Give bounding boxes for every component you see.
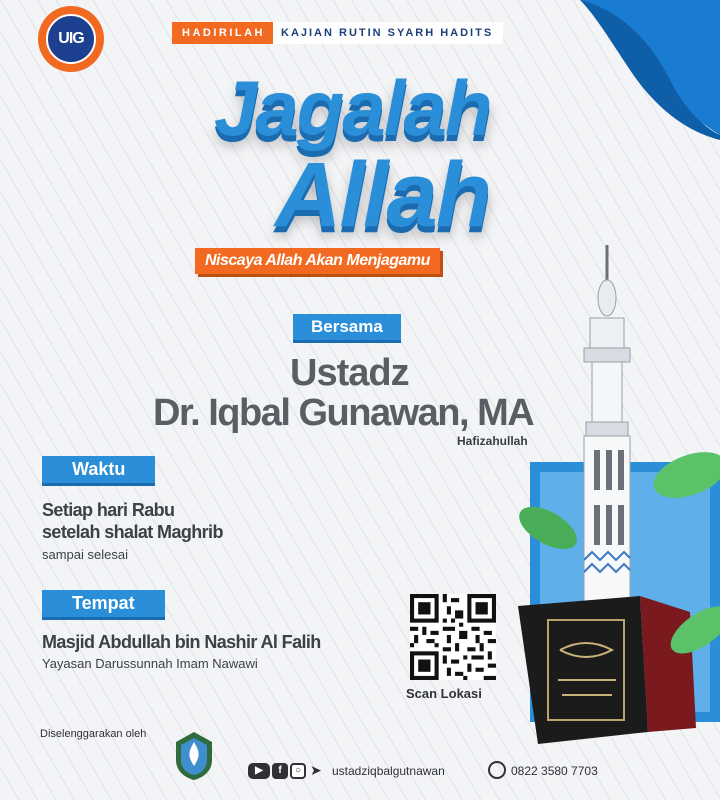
time-line-2: setelah shalat Maghrib xyxy=(42,522,223,542)
title-line-1: Jagalah xyxy=(214,64,491,152)
venue-name: Masjid Abdullah bin Nashir Al Falih xyxy=(42,632,321,652)
speaker-title: Ustadz xyxy=(290,352,409,394)
phone-number[interactable]: 0822 3580 7703 xyxy=(511,764,598,778)
minaret-illustration xyxy=(584,245,630,606)
telegram-icon[interactable]: ➤ xyxy=(310,762,322,778)
event-type: KAJIAN RUTIN SYARH HADITS xyxy=(273,22,503,44)
title-line-2: Allah xyxy=(275,144,490,246)
book-illustration xyxy=(518,596,696,744)
brand-logo xyxy=(38,6,104,72)
facebook-icon[interactable]: f xyxy=(272,763,288,779)
time-note: sampai selesai xyxy=(42,547,128,562)
location-qr-code[interactable] xyxy=(410,594,496,680)
social-icons xyxy=(248,762,322,779)
subtitle: Niscaya Allah Akan Menjagamu xyxy=(195,248,440,274)
venue-organization: Yayasan Darussunnah Imam Nawawi xyxy=(42,656,258,671)
time-label: Waktu xyxy=(42,456,155,483)
speaker-label: Bersama xyxy=(293,314,401,340)
speaker-name: Dr. Iqbal Gunawan, MA xyxy=(153,392,534,434)
top-banner xyxy=(172,22,503,44)
place-label: Tempat xyxy=(42,590,165,617)
time-line-1: Setiap hari Rabu xyxy=(42,500,175,520)
organizer-label: Diselenggarakan oleh xyxy=(40,728,147,740)
whatsapp-icon xyxy=(488,761,506,779)
brand-logo-text: UIG xyxy=(58,30,84,47)
organizer-logo xyxy=(172,730,216,782)
qr-caption: Scan Lokasi xyxy=(406,686,482,701)
social-handle[interactable]: ustadziqbalgutnawan xyxy=(332,764,445,778)
youtube-icon[interactable]: ▶ xyxy=(248,763,270,779)
invite-label: HADIRILAH xyxy=(172,22,273,44)
speaker-honorific: Hafizahullah xyxy=(457,434,528,448)
instagram-icon[interactable]: ○ xyxy=(290,763,306,779)
